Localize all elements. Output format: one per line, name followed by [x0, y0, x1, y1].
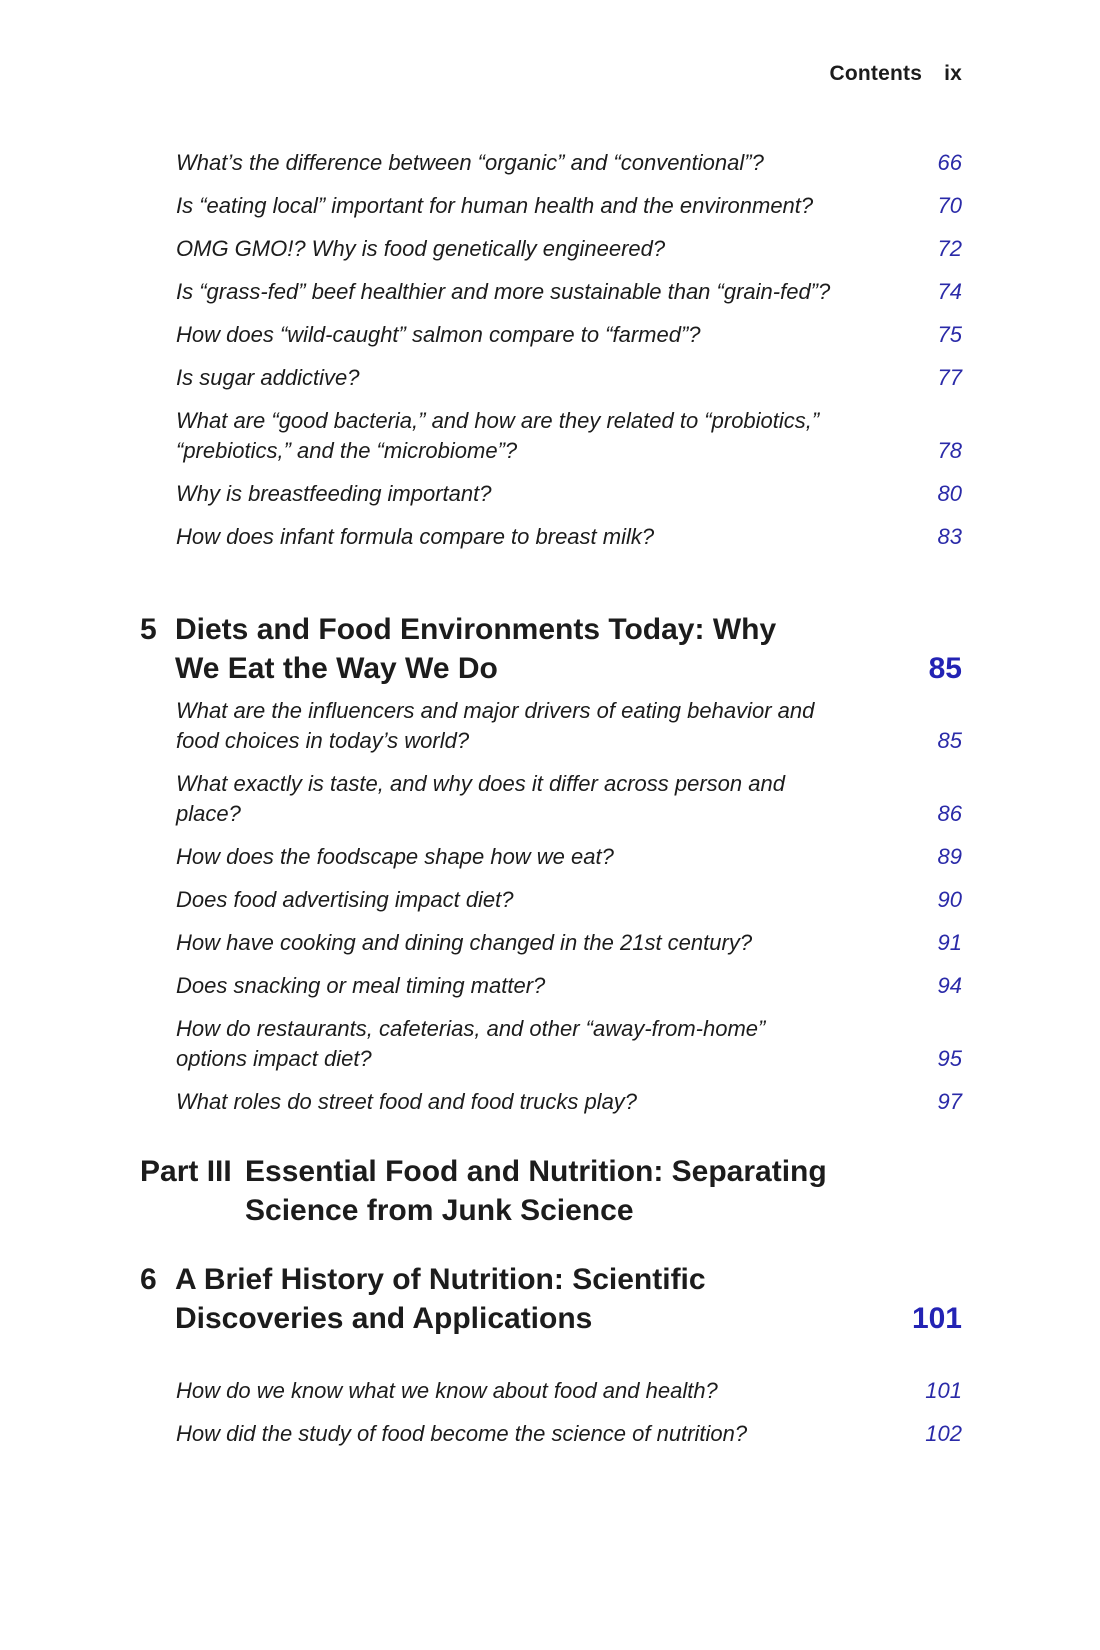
chapter-title: A Brief History of Nutrition: Scientific Discoveries and Applications: [175, 1263, 706, 1335]
toc-entry-page[interactable]: 97: [937, 1089, 962, 1114]
part-title: Essential Food and Nutrition: Separating Science from Junk Science: [245, 1155, 827, 1227]
toc-entry-question: How does infant formula compare to breast milk?: [176, 524, 655, 549]
toc-entry-question: Is “eating local” important for human health and the environment?: [176, 193, 814, 218]
toc-entry[interactable]: [176, 769, 962, 829]
toc-entry-question: How have cooking and dining changed in the 21st century?: [176, 930, 753, 955]
toc-entry-question: Is “grass-fed” beef healthier and more sustainable than “grain-fed”?: [176, 279, 831, 304]
running-head-page-number: ix: [944, 62, 962, 85]
toc-entry[interactable]: [176, 234, 962, 264]
chapter-page[interactable]: 101: [911, 1302, 962, 1335]
toc-entry-question: Does snacking or meal timing matter?: [176, 973, 546, 998]
toc-entry-question: How do we know what we know about food and health?: [176, 1378, 718, 1403]
toc-entry-page[interactable]: 95: [937, 1046, 962, 1071]
toc-entry-question: What are “good bacteria,” and how are they related to “probiotics,” “prebiotics,” and the “microbiome”?: [176, 408, 820, 463]
chapter-5-heading[interactable]: [140, 610, 962, 688]
running-head-label: Contents: [829, 62, 923, 85]
toc-entry-question: Why is breastfeeding important?: [176, 481, 492, 506]
running-head: [829, 62, 962, 86]
toc-entry[interactable]: [176, 320, 962, 350]
toc-entry-page[interactable]: 80: [937, 481, 962, 506]
toc-entry-question: How does “wild-caught” salmon compare to “farmed”?: [176, 322, 701, 347]
chapter-number: 6: [140, 1263, 157, 1296]
toc-entry-question: How does the foodscape shape how we eat?: [176, 844, 614, 869]
toc-entry-page[interactable]: 78: [937, 438, 962, 463]
toc-entry[interactable]: [176, 191, 962, 221]
toc-entry-page[interactable]: 91: [937, 930, 962, 955]
toc-entry[interactable]: [176, 1087, 962, 1117]
part-label: Part III: [140, 1155, 232, 1188]
toc-entry-question: OMG GMO!? Why is food genetically engineered?: [176, 236, 666, 261]
toc-entry-page[interactable]: 94: [937, 973, 962, 998]
toc-entry-question: How did the study of food become the science of nutrition?: [176, 1421, 748, 1446]
chapter-6-entries: [0, 1376, 1100, 1462]
part-3-heading[interactable]: [140, 1152, 962, 1230]
toc-entry[interactable]: [176, 479, 962, 509]
toc-entry[interactable]: [176, 928, 962, 958]
toc-entry[interactable]: [176, 148, 962, 178]
chapter-number: 5: [140, 613, 157, 646]
toc-entry-question: What exactly is taste, and why does it differ across person and place?: [176, 771, 785, 826]
toc-entry[interactable]: [176, 1014, 962, 1074]
toc-entry-page[interactable]: 89: [937, 844, 962, 869]
toc-entry-question: Is sugar addictive?: [176, 365, 360, 390]
toc-entry[interactable]: [176, 971, 962, 1001]
toc-entry-page[interactable]: 70: [937, 193, 962, 218]
toc-entry-page[interactable]: 72: [937, 236, 962, 261]
toc-entry[interactable]: [176, 1376, 962, 1406]
toc-entry-page[interactable]: 101: [925, 1378, 962, 1403]
toc-entry-page[interactable]: 75: [937, 322, 962, 347]
toc-entry-question: What’s the difference between “organic” and “conventional”?: [176, 150, 764, 175]
chapter-title: Diets and Food Environments Today: Why We Eat the Way We Do: [175, 613, 777, 685]
toc-entry-page[interactable]: 102: [925, 1421, 962, 1446]
toc-entry-page[interactable]: 74: [937, 279, 962, 304]
chapter-page[interactable]: 85: [928, 652, 962, 685]
chapter-4-entries: [0, 148, 1100, 565]
toc-entry[interactable]: [176, 885, 962, 915]
toc-entry-page[interactable]: 77: [937, 365, 962, 390]
toc-entry-question: Does food advertising impact diet?: [176, 887, 514, 912]
toc-entry-page[interactable]: 66: [937, 150, 962, 175]
toc-entry-page[interactable]: 85: [937, 728, 962, 753]
toc-entry[interactable]: [176, 522, 962, 552]
toc-entry-question: How do restaurants, cafeterias, and other “away-from-home” options impact diet?: [176, 1016, 766, 1071]
toc-entry[interactable]: [176, 842, 962, 872]
toc-entry-page[interactable]: 90: [937, 887, 962, 912]
chapter-5-entries: [0, 696, 1100, 1130]
chapter-6-heading[interactable]: [140, 1260, 962, 1338]
toc-entry-question: What are the influencers and major drivers of eating behavior and food choices in today’s world?: [176, 698, 815, 753]
toc-entry[interactable]: [176, 696, 962, 756]
toc-entry[interactable]: [176, 1419, 962, 1449]
toc-entry[interactable]: [176, 277, 962, 307]
toc-entry-page[interactable]: 83: [937, 524, 962, 549]
toc-entry-question: What roles do street food and food trucks play?: [176, 1089, 638, 1114]
toc-entry-page[interactable]: 86: [937, 801, 962, 826]
toc-entry[interactable]: [176, 363, 962, 393]
toc-entry[interactable]: [176, 406, 962, 466]
